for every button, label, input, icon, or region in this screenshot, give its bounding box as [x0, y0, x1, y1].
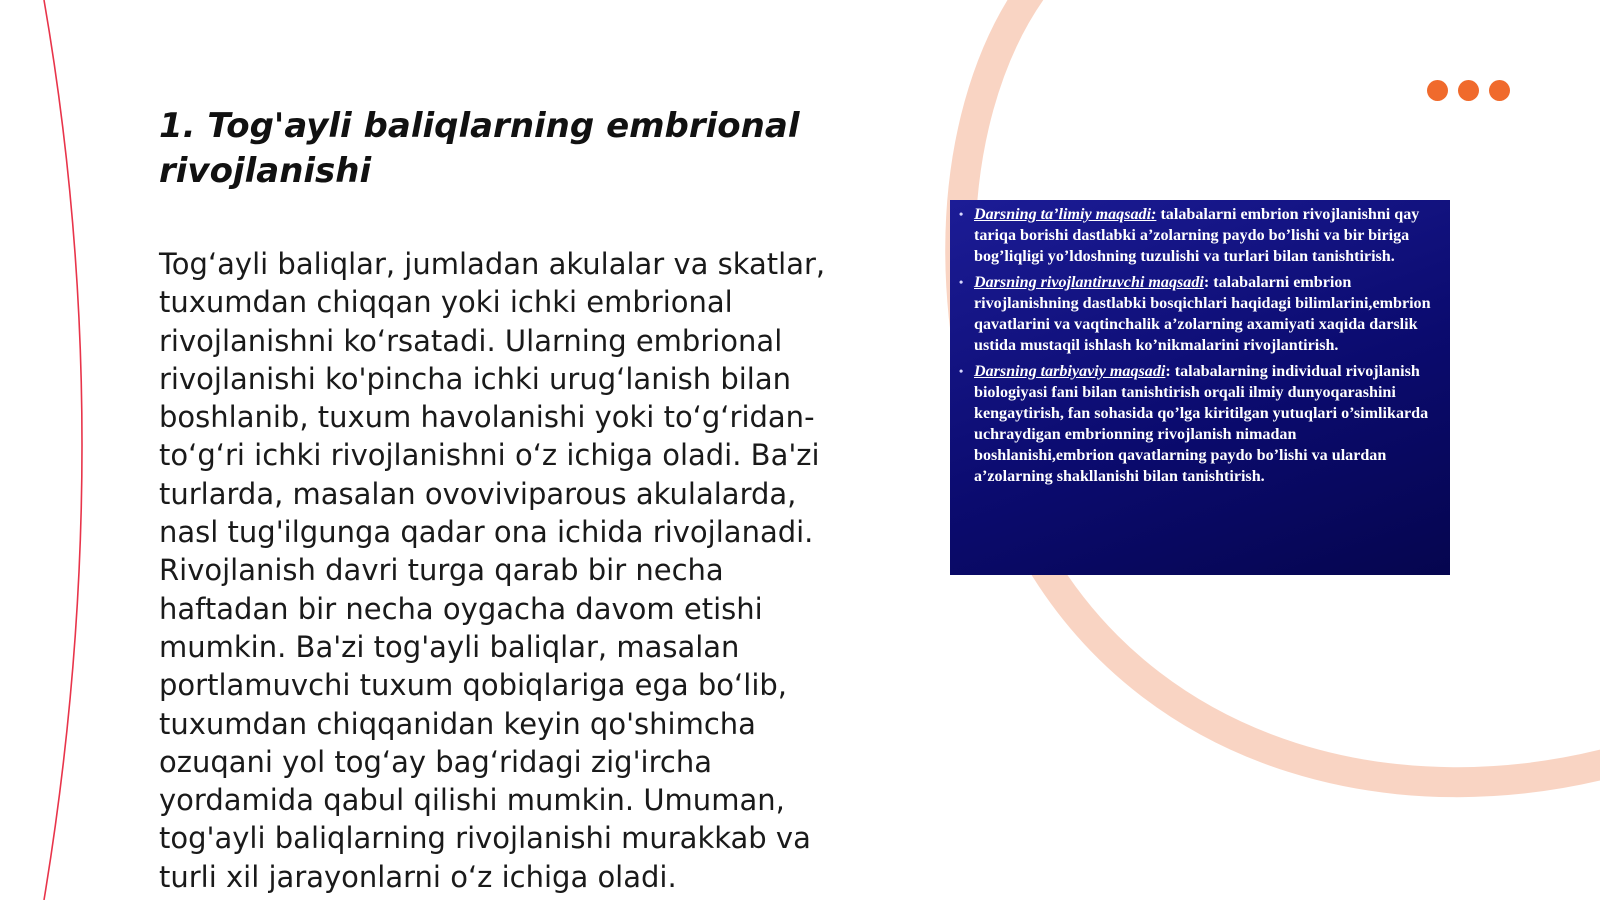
body-paragraph: Tog‘ayli baliqlar, jumladan akulalar va skatlar, tuxumdan chiqqan yoki ichki embrional rivojlanishni ko‘rsatadi. Ularning embrional rivojlanishi ko'pincha ichki urug‘lanish bilan boshlanib, tuxum havolanishi yoki to‘g‘ridan-to‘g‘ri ichki rivojlanishni o‘z ichiga oladi. Ba'zi turlarda, masalan ovoviviparous akulalarda, nasl tug'ilgunga qadar ona ichida rivojlanadi. Rivojlanish davri turga qarab bir necha haftadan bir necha oygacha davom etishi mumkin. Ba'zi tog'ayli baliqlar, masalan portlamuvchi tuxum qobiqlariga ega bo‘lib, tuxumdan chiqqanidan keyin qo'shimcha ozuqani yol tog‘ay bag‘ridagi zig'ircha yordamida qabul qilishi mumkin. Umuman, tog'ayli baliqlarning rivojlanishi murakkab va turli xil jarayonlarni o‘z ichiga oladi.	[159, 247, 826, 894]
bullet-icon: •	[959, 207, 964, 221]
objectives-list	[958, 204, 1432, 487]
slide-title: 1. Tog'ayli baliqlarning embrional rivojlanishi	[159, 106, 800, 191]
objective-item-developmental	[958, 272, 1432, 356]
objective-lead: Darsning rivojlantiruvchi maqsadi	[974, 274, 1204, 291]
objective-item-upbringing	[958, 361, 1432, 487]
decorative-dots	[1427, 80, 1513, 102]
orange-dot-icon	[1489, 80, 1510, 101]
left-border-line	[44, 0, 82, 900]
orange-dot-icon	[1458, 80, 1479, 101]
objective-text: talabalarni embrion rivojlanishni qay tariqa borishi dastlabki a’zolarning paydo bo’lishi va bir biriga bog’liqligi yo’ldoshning tuzulishi va turlari bilan tanishtirish.	[974, 206, 1420, 265]
objective-lead: Darsning ta’limiy maqsadi:	[974, 206, 1157, 223]
bullet-icon: •	[959, 275, 964, 289]
bullet-icon: •	[959, 364, 964, 378]
orange-dot-icon	[1427, 80, 1448, 101]
objective-text: : talabalarni embrion rivojlanishning dastlabki bosqichlari haqidagi bilimlarini,embrion qavatlarini va vaqtinchalik a’zolarning axamiyati xaqida darslik ustida mustaqil ishlash ko’nikmalarini rivojlantirish.	[974, 274, 1431, 354]
objective-text: : talabalarning individual rivojlanish biologiyasi fani bilan tanishtirish orqali ilmiy dunyoqarashini kengaytirish, fan sohasida qo’lga kiritilgan yutuqlari o’simlikarda uchraydigan embrionning rivojlanish nimadan boshlanishi,embrion qavatlarning paydo bo’lishi va ulardan a’zolarning shakllanishi bilan tanishtirish.	[974, 363, 1429, 485]
objective-lead: Darsning tarbiyaviy maqsadi	[974, 363, 1166, 380]
lesson-objectives-panel	[950, 200, 1450, 575]
objective-item-educational	[958, 204, 1432, 267]
